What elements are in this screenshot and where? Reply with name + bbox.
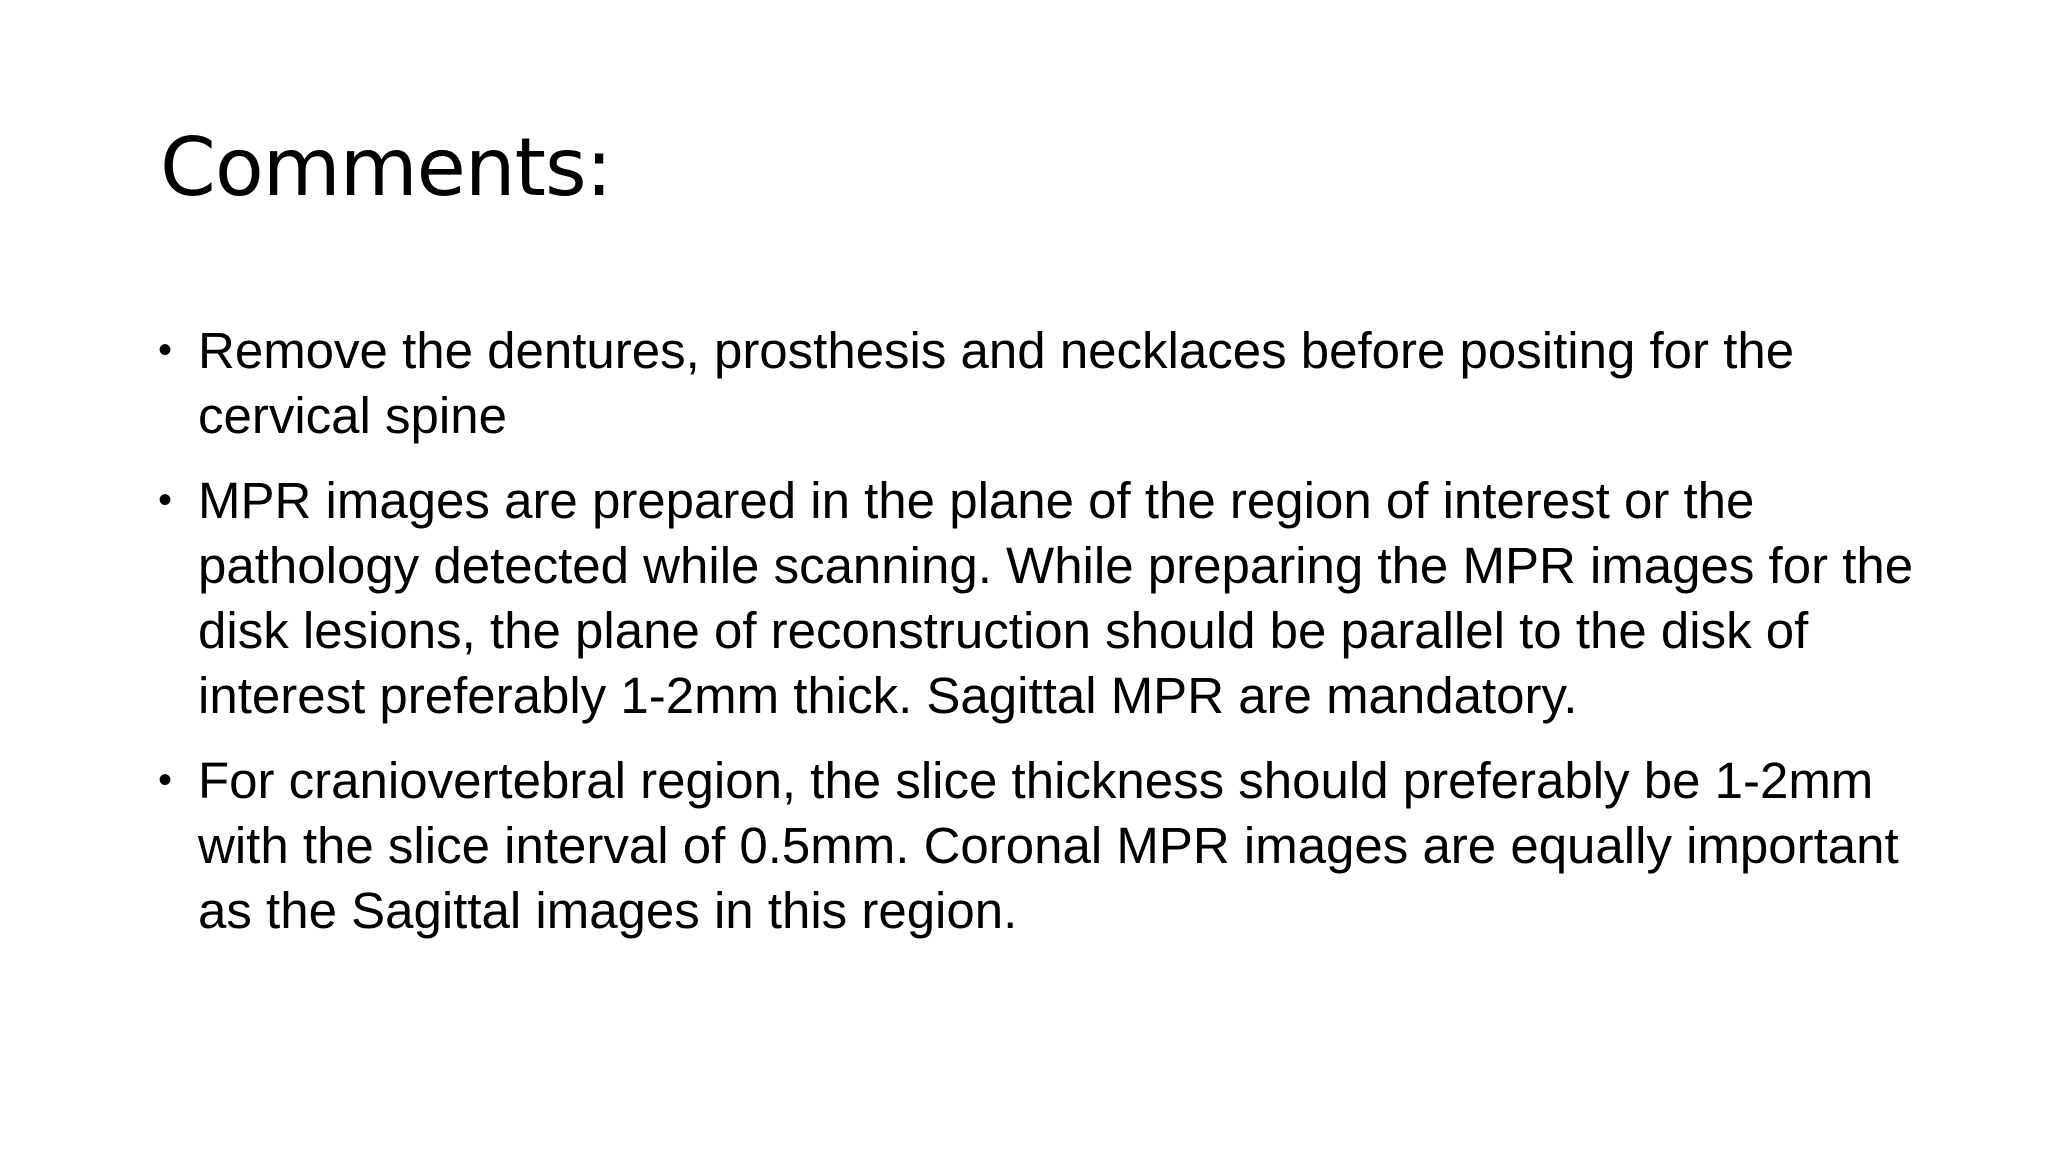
- bullet-text: Remove the dentures, prosthesis and necklaces before positing for the cervical spine: [198, 322, 1795, 444]
- bullet-text: For craniovertebral region, the slice thickness should preferably be 1-2mm with the slice interval of 0.5mm. Coronal MPR images are equally important as the Sagittal images in this region.: [198, 752, 1899, 939]
- bullet-item-craniovertebral: [158, 748, 1918, 943]
- bullet-dot-icon: •: [158, 328, 173, 372]
- bullet-item-dentures: [158, 318, 1918, 448]
- bullet-item-mpr: [158, 468, 1918, 728]
- slide-title: Comments:: [160, 121, 612, 214]
- bullet-text: MPR images are prepared in the plane of the region of interest or the pathology detected while scanning. While preparing the MPR images for the disk lesions, the plane of reconstruction should be parallel to the disk of interest preferably 1-2mm thick. Sagittal MPR are mandatory.: [198, 472, 1914, 724]
- bullet-dot-icon: •: [158, 758, 173, 802]
- bullet-dot-icon: •: [158, 478, 173, 522]
- bullet-list: [158, 318, 1918, 963]
